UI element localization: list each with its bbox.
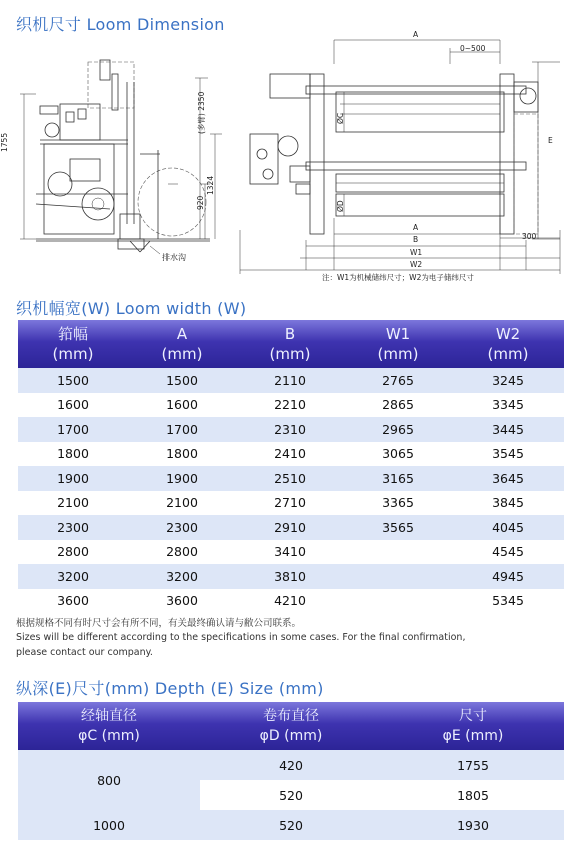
dim-w2-label: W2 [410, 260, 423, 269]
table-row [18, 466, 564, 491]
table-row [18, 589, 564, 614]
table-row [18, 750, 564, 780]
dim-w1-label: W1 [410, 248, 423, 257]
table-cell: 2100 [128, 491, 236, 516]
table-cell: 2865 [344, 393, 452, 418]
table-cell: 3600 [128, 589, 236, 614]
table-cell: 1930 [382, 810, 564, 840]
table-cell: 1600 [18, 393, 128, 418]
width-note-en-2: please contact our company. [16, 647, 153, 658]
table-cell: 3365 [344, 491, 452, 516]
header-beam-diameter: 经轴直径 φC (mm) [18, 702, 200, 750]
table-cell [344, 564, 452, 589]
dim-1755-label: 1755 [0, 132, 9, 152]
diagram-note: 注：W1为机械储纬尺寸；W2为电子储纬尺寸 [322, 273, 474, 282]
table-cell: 2100 [18, 491, 128, 516]
table-cell: 4045 [452, 515, 564, 540]
table-row [18, 564, 564, 589]
dim-920-label: 920 [196, 195, 205, 210]
table-cell: 2910 [236, 515, 344, 540]
side-view-drawing [20, 60, 222, 254]
table-cell: 800 [18, 750, 200, 810]
header-w1: W1 (mm) [344, 320, 452, 368]
table-cell: 2965 [344, 417, 452, 442]
table-cell: 2300 [18, 515, 128, 540]
table-cell: 3445 [452, 417, 564, 442]
table-cell: 2310 [236, 417, 344, 442]
header-reed-width: 筘幅 (mm) [18, 320, 128, 368]
table-cell: 3200 [128, 564, 236, 589]
loom-width-table [18, 320, 564, 613]
table-cell: 520 [200, 780, 382, 810]
dim-a-bottom-label: A [413, 223, 419, 232]
loom-width-title: 织机幅宽(W) Loom width (W) [16, 299, 247, 318]
table-row [18, 540, 564, 565]
depth-size-table [18, 702, 564, 840]
table-cell: 3565 [344, 515, 452, 540]
table-row [18, 417, 564, 442]
loom-dimension-title: 织机尺寸 Loom Dimension [16, 15, 225, 34]
table-cell: 3810 [236, 564, 344, 589]
dim-300-label: 300 [522, 232, 537, 241]
table-row [18, 491, 564, 516]
dim-e-label: E [548, 136, 553, 145]
loom-dimension-drawing [0, 34, 580, 286]
table-cell: 1755 [382, 750, 564, 780]
header-a: A (mm) [128, 320, 236, 368]
width-note-en-1: Sizes will be different according to the specifications in some cases. For the final confirmation, [16, 632, 466, 643]
table-cell: 3065 [344, 442, 452, 467]
table-row [18, 810, 564, 840]
table-cell: 3410 [236, 540, 344, 565]
table-cell: 520 [200, 810, 382, 840]
table-cell: 1000 [18, 810, 200, 840]
table-cell: 2210 [236, 393, 344, 418]
header-size-e: 尺寸 φE (mm) [382, 702, 564, 750]
table-cell: 2300 [128, 515, 236, 540]
table-cell: 3245 [452, 368, 564, 393]
table-row [18, 393, 564, 418]
dim-d-label: ØD [336, 200, 345, 212]
table-cell: 1600 [128, 393, 236, 418]
table-cell: 3165 [344, 466, 452, 491]
table-cell: 2110 [236, 368, 344, 393]
table-header-row [18, 702, 564, 750]
table-cell: 3345 [452, 393, 564, 418]
table-cell: 2510 [236, 466, 344, 491]
table-cell: 1900 [128, 466, 236, 491]
table-cell: 1700 [128, 417, 236, 442]
table-row [18, 515, 564, 540]
dim-c-label: ØC [336, 112, 345, 124]
table-cell: 4945 [452, 564, 564, 589]
table-row [18, 368, 564, 393]
header-w2: W2 (mm) [452, 320, 564, 368]
dim-range-label: 0~500 [460, 44, 486, 53]
table-cell: 420 [200, 750, 382, 780]
table-row [18, 442, 564, 467]
table-cell [344, 540, 452, 565]
table-cell: 3545 [452, 442, 564, 467]
dim-2350-label: (多臂) 2350 [197, 91, 206, 134]
dim-1324-label: 1324 [206, 175, 215, 195]
header-cloth-diameter: 卷布直径 φD (mm) [200, 702, 382, 750]
table-cell: 1500 [18, 368, 128, 393]
top-view-drawing [240, 40, 560, 274]
table-cell: 2710 [236, 491, 344, 516]
table-cell: 2765 [344, 368, 452, 393]
dim-b-label: B [413, 235, 419, 244]
table-cell: 4545 [452, 540, 564, 565]
table-cell: 5345 [452, 589, 564, 614]
dim-a-top-label: A [413, 30, 419, 39]
header-b: B (mm) [236, 320, 344, 368]
drain-label: 排水沟 [162, 253, 186, 262]
table-cell [344, 589, 452, 614]
width-note-cn: 根据规格不同有时尺寸会有所不同，有关最终确认请与敝公司联系。 [16, 618, 302, 629]
table-cell: 3845 [452, 491, 564, 516]
table-cell: 3645 [452, 466, 564, 491]
table-cell: 1500 [128, 368, 236, 393]
table-cell: 1800 [18, 442, 128, 467]
table-cell: 1700 [18, 417, 128, 442]
table-cell: 3600 [18, 589, 128, 614]
table-cell: 2800 [128, 540, 236, 565]
table-cell: 1800 [128, 442, 236, 467]
table-header-row [18, 320, 564, 368]
depth-size-title: 纵深(E)尺寸(mm) Depth (E) Size (mm) [16, 679, 324, 698]
table-cell: 1900 [18, 466, 128, 491]
table-cell: 2800 [18, 540, 128, 565]
table-cell: 2410 [236, 442, 344, 467]
table-cell: 4210 [236, 589, 344, 614]
table-cell: 1805 [382, 780, 564, 810]
table-cell: 3200 [18, 564, 128, 589]
